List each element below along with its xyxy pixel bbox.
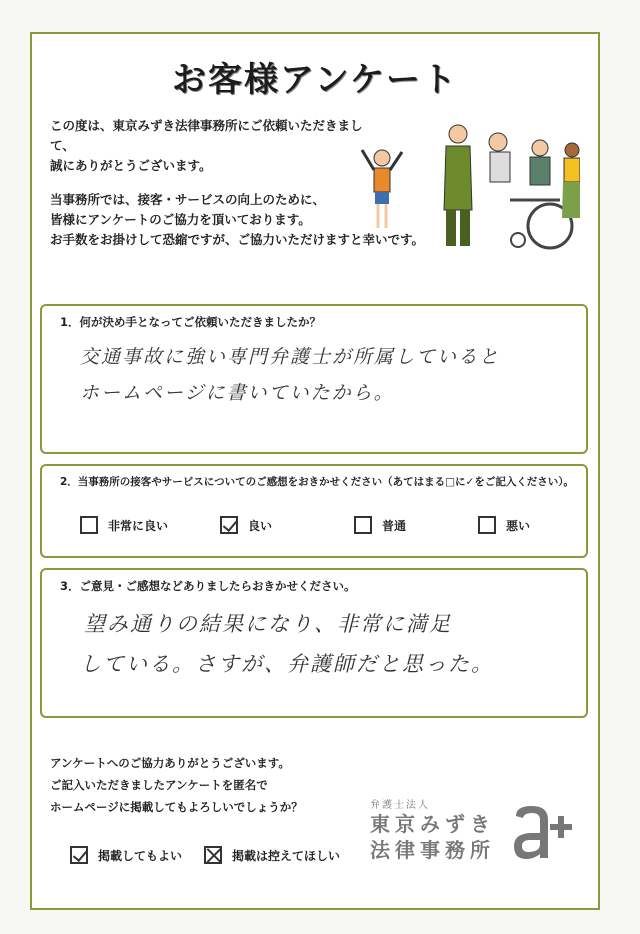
crossed-checkbox-icon[interactable]: [204, 846, 222, 864]
question-2-label: 2．当事務所の接客やサービスについてのご感想をおきかせください（あてはまる□に✓をご記入ください）。: [60, 476, 575, 488]
option-label: 非常に良い: [108, 518, 169, 533]
firm-logo-icon: [510, 802, 576, 862]
answer-3-line: 望み通りの結果になり、非常に満足: [84, 612, 452, 636]
intro-line: お手数をお掛けして恐縮ですが、ご協力いただけますと幸いです。: [50, 232, 425, 247]
option-good[interactable]: [220, 516, 272, 534]
consent-yes-label: 掲載してもよい: [98, 848, 183, 863]
firm-name: [370, 796, 495, 863]
option-average[interactable]: [354, 516, 406, 534]
checkbox-icon[interactable]: [354, 516, 372, 534]
consent-no-label: 掲載は控えてほしい: [232, 848, 341, 863]
footer-line: ご記入いただきましたアンケートを匿名で: [50, 778, 268, 792]
intro-line: 皆様にアンケートのご協力を頂いております。: [50, 212, 311, 227]
checked-checkbox-icon[interactable]: [70, 846, 88, 864]
question-3-label: 3．ご意見・ご感想などありましたらおきかせください。: [60, 579, 356, 593]
question-2-box: [40, 464, 588, 558]
answer-1-line: ホームページに書いていたから。: [80, 382, 395, 404]
option-very-good[interactable]: [80, 516, 168, 534]
intro-line: 当事務所では、接客・サービスの向上のために、: [50, 192, 326, 207]
consent-no[interactable]: [204, 846, 340, 864]
question-1-box: [40, 304, 588, 454]
page-title: お客様アンケート: [172, 60, 458, 100]
answer-1-line: 交通事故に強い専門弁護士が所属していると: [80, 346, 501, 368]
option-bad[interactable]: [478, 516, 530, 534]
firm-name-line: 東京みずき: [370, 812, 495, 836]
footer-line: ホームページに掲載してもよろしいでしょうか？: [50, 800, 303, 814]
checkbox-icon[interactable]: [80, 516, 98, 534]
intro-line: 誠にありがとうございます。: [50, 158, 212, 173]
answer-3-line: している。さすが、弁護師だと思った。: [80, 652, 494, 676]
survey-sheet: [30, 32, 600, 910]
consent-yes[interactable]: [70, 846, 182, 864]
checkbox-icon[interactable]: [478, 516, 496, 534]
option-label: 良い: [248, 518, 273, 533]
option-label: 普通: [382, 518, 407, 533]
question-3-box: [40, 568, 588, 718]
footer-text: [50, 752, 303, 818]
intro-line: この度は、東京みずき法律事務所にご依頼いただきまして、: [50, 118, 363, 153]
question-1-label: 1．何が決め手となってご依頼いただきましたか？: [60, 315, 321, 329]
footer-line: アンケートへのご協力ありがとうございます。: [50, 756, 290, 770]
checked-checkbox-icon[interactable]: [220, 516, 238, 534]
option-label: 悪い: [506, 518, 531, 533]
intro-text: [50, 116, 425, 250]
firm-name-line: 法律事務所: [370, 838, 495, 862]
firm-type: 弁護士法人: [370, 800, 430, 811]
people-illustration: [350, 120, 580, 260]
